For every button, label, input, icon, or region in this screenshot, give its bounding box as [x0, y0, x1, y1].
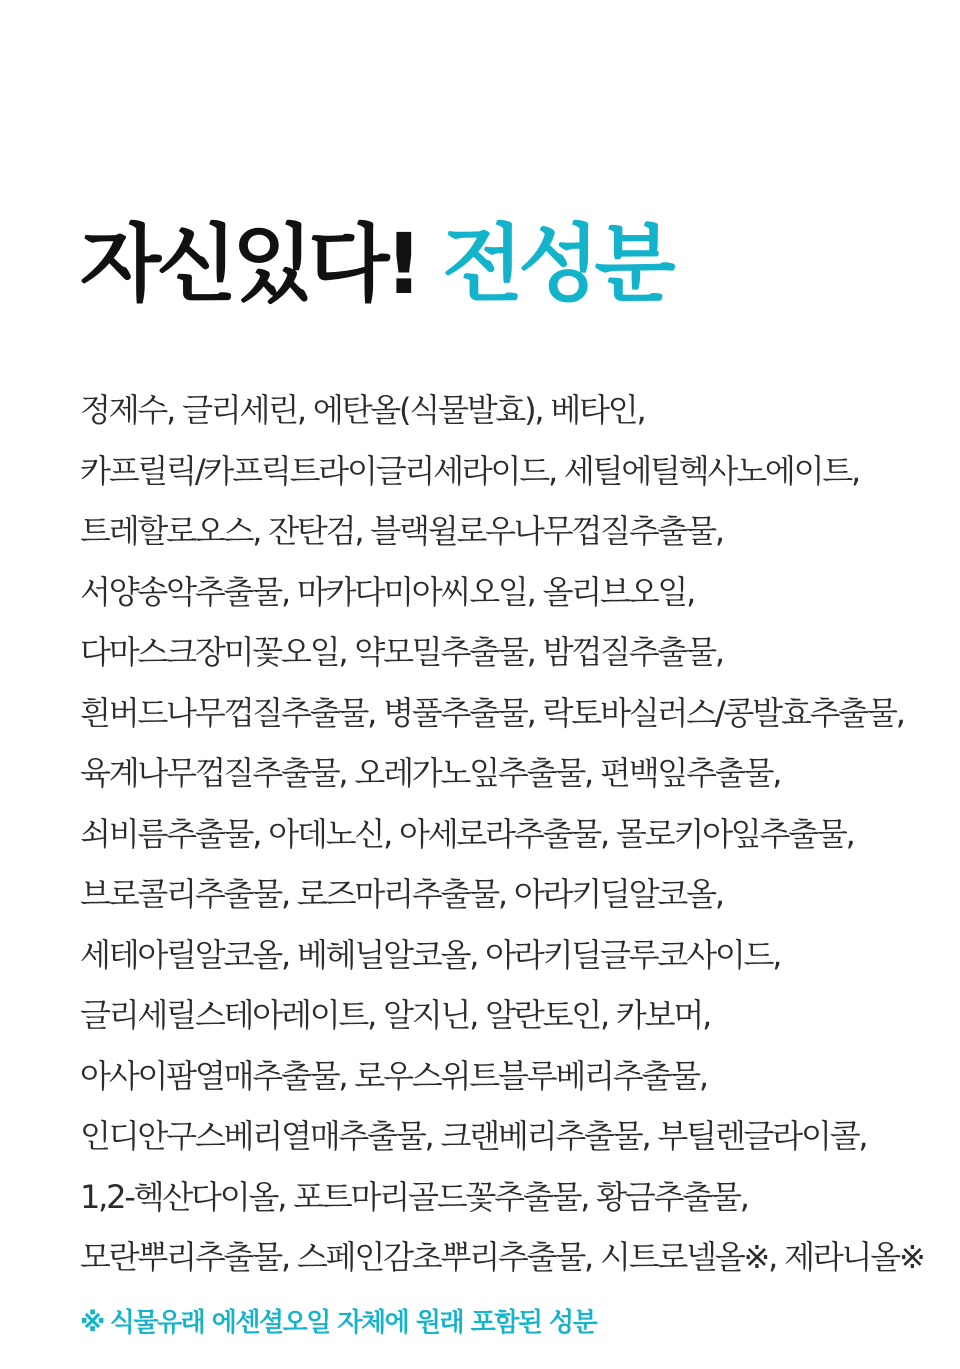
ingredient-line: 쇠비름추출물, 아데노신, 아세로라추출물, 몰로키아잎추출물,: [80, 814, 854, 853]
ingredient-line: 트레할로오스, 잔탄검, 블랙윌로우나무껍질추출물,: [80, 512, 723, 550]
ingredient-line: 세테아릴알코올, 베헤닐알코올, 아라키딜글루코사이드,: [80, 935, 781, 974]
ingredient-line: 다마스크장미꽃오일, 약모밀추출물, 밤껍질추출물,: [80, 633, 723, 671]
page-title-primary: 자신있다!: [80, 215, 418, 313]
footnote: [80, 1302, 596, 1339]
reference-mark-icon: ※: [80, 1308, 104, 1338]
ingredient-line: 브로콜리추출물, 로즈마리추출물, 아라키딜알코올,: [80, 875, 723, 913]
ingredient-line: 모란뿌리추출물, 스페인감초뿌리추출물, 시트로넬올※, 제라니올※: [80, 1238, 924, 1276]
ingredient-line: 흰버드나무껍질추출물, 병풀추출물, 락토바실러스/콩발효추출물,: [80, 693, 904, 732]
page-title: [80, 215, 671, 313]
ingredient-line: 글리세릴스테아레이트, 알지닌, 알란토인, 카보머,: [80, 996, 711, 1034]
ingredient-line: 카프릴릭/카프릭트라이글리세라이드, 세틸에틸헥사노에이트,: [80, 451, 860, 490]
footnote-text: 식물유래 에센셜오일 자체에 원래 포함된 성분: [109, 1308, 597, 1338]
ingredient-line: 육계나무껍질추출물, 오레가노잎추출물, 편백잎추출물,: [80, 754, 781, 792]
ingredient-line: 인디안구스베리열매추출물, 크랜베리추출물, 부틸렌글라이콜,: [80, 1117, 867, 1155]
ingredient-line: 서양송악추출물, 마카다미아씨오일, 올리브오일,: [80, 572, 695, 611]
ingredient-line: 아사이팜열매추출물, 로우스위트블루베리추출물,: [80, 1056, 707, 1095]
ingredient-line: 정제수, 글리세린, 에탄올(식물발효), 베타인,: [80, 391, 645, 429]
page-title-accent: 전성분: [442, 215, 671, 313]
ingredient-line: 1,2-헥산다이올, 포트마리골드꽃추출물, 황금추출물,: [80, 1177, 748, 1216]
ingredient-list: [80, 380, 950, 1288]
